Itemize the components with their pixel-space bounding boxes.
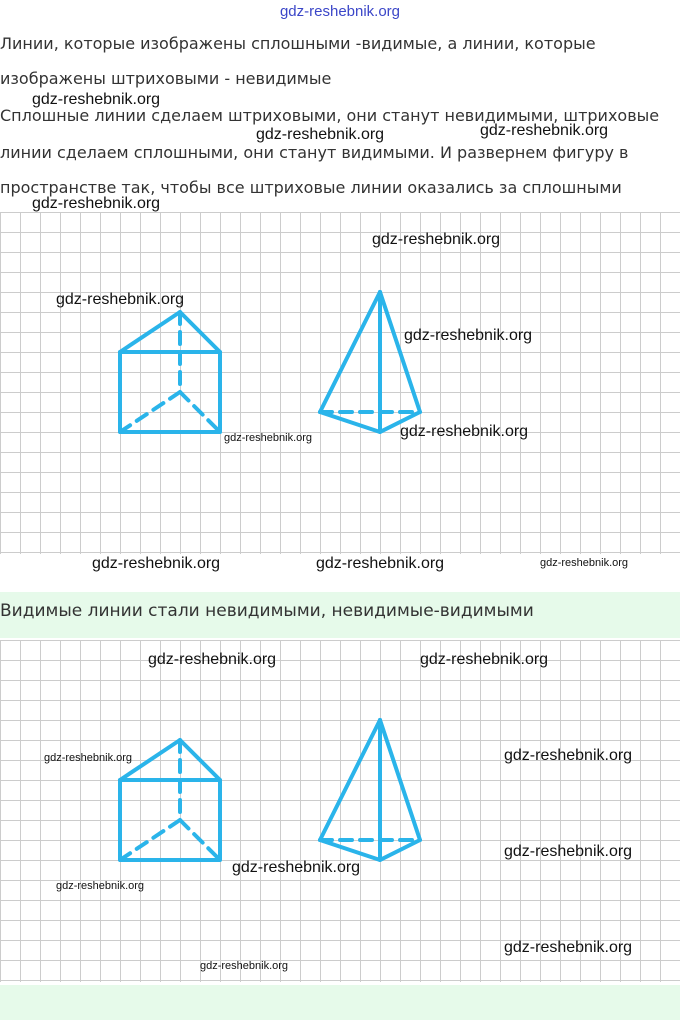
- pyramid2-edge-right: [380, 720, 420, 840]
- explanation-line-1: Линии, которые изображены сплошными -видимые, а линии, которые: [0, 34, 596, 53]
- prism2-dashed-left: [120, 820, 180, 860]
- bottom-band: [0, 985, 680, 1020]
- prism2-roof: [120, 740, 220, 780]
- explanation-line-4: линии сделаем сплошными, они станут видимыми. И развернем фигуру в: [0, 143, 629, 162]
- watermark: gdz-reshebnik.org: [504, 843, 633, 860]
- watermark: gdz-reshebnik.org: [504, 747, 633, 764]
- watermark: gdz-reshebnik.org: [504, 939, 633, 956]
- grid-transformed-figures: [0, 640, 680, 982]
- watermark: gdz-reshebnik.org: [224, 432, 313, 444]
- transformed-figures-drawing: [0, 640, 680, 982]
- watermark: gdz-reshebnik.org: [256, 126, 385, 143]
- watermark: gdz-reshebnik.org: [32, 195, 161, 212]
- prism-roof: [120, 312, 220, 352]
- watermark: gdz-reshebnik.org: [372, 231, 501, 248]
- prism-original: [120, 312, 220, 432]
- watermark: gdz-reshebnik.org: [540, 557, 629, 569]
- watermark: gdz-reshebnik.org: [400, 423, 529, 440]
- watermark: gdz-reshebnik.org: [56, 880, 145, 892]
- prism2-dashed-right: [180, 820, 220, 860]
- pyramid-edge-right: [380, 292, 420, 412]
- explanation-line-2: изображены штриховыми - невидимые: [0, 69, 332, 88]
- explanation-line-3: Сплошные линии сделаем штриховыми, они станут невидимыми, штриховые: [0, 106, 660, 125]
- watermark: gdz-reshebnik.org: [148, 651, 277, 668]
- watermark: gdz-reshebnik.org: [404, 327, 533, 344]
- pyramid2-base-front: [320, 840, 420, 860]
- watermark: gdz-reshebnik.org: [44, 752, 133, 764]
- watermark: gdz-reshebnik.org: [32, 91, 161, 108]
- watermark: gdz-reshebnik.org: [92, 555, 221, 572]
- original-figures-drawing: [0, 212, 680, 554]
- answer-text: Видимые линии стали невидимыми, невидимые-видимыми: [0, 601, 534, 621]
- answer-band: [0, 592, 680, 638]
- pyramid-edge-left: [320, 292, 380, 412]
- site-link[interactable]: gdz-reshebnik.org: [279, 3, 401, 20]
- watermark: gdz-reshebnik.org: [420, 651, 549, 668]
- pyramid-transformed: [320, 720, 420, 860]
- watermark: gdz-reshebnik.org: [316, 555, 445, 572]
- grid-original-figures: [0, 212, 680, 554]
- watermark: gdz-reshebnik.org: [56, 291, 185, 308]
- watermark: gdz-reshebnik.org: [200, 960, 289, 972]
- pyramid-original: [320, 292, 420, 432]
- watermark: gdz-reshebnik.org: [480, 122, 609, 139]
- pyramid2-edge-left: [320, 720, 380, 840]
- prism-hidden-left: [120, 392, 180, 432]
- prism-transformed: [120, 740, 220, 860]
- explanation-line-5: пространстве так, чтобы все штриховые линии оказались за сплошными: [0, 178, 622, 197]
- watermark: gdz-reshebnik.org: [232, 859, 361, 876]
- prism-hidden-right: [180, 392, 220, 432]
